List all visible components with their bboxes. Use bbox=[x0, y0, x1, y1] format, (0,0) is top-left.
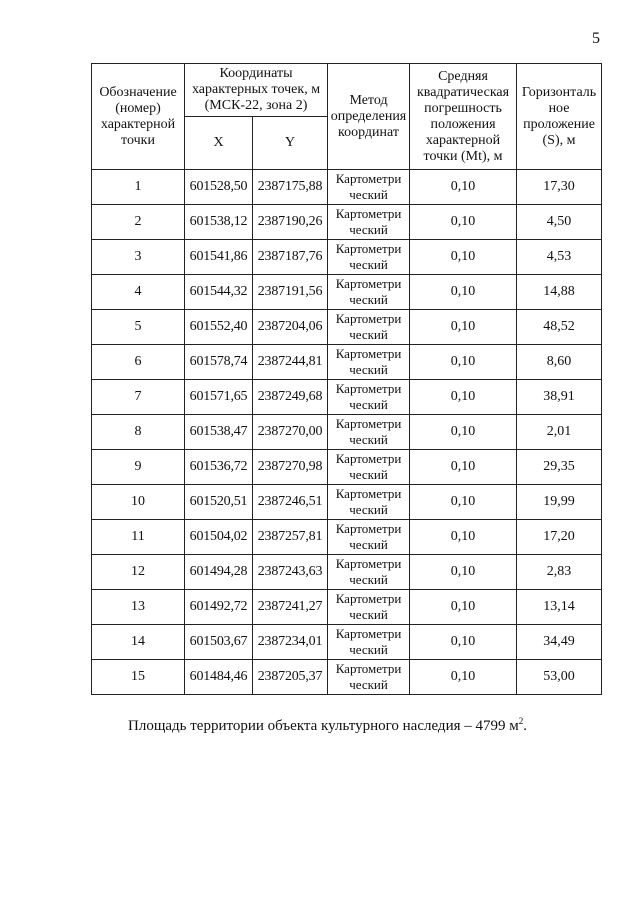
coord-y: 2387249,68 bbox=[253, 380, 328, 415]
s-value: 14,88 bbox=[517, 275, 602, 310]
mt-value: 0,10 bbox=[410, 415, 517, 450]
coord-x: 601552,40 bbox=[185, 310, 253, 345]
header-method: Метод определения координат bbox=[328, 64, 410, 170]
header-point: Обозначение (номер) характерной точки bbox=[92, 64, 185, 170]
table-row bbox=[92, 590, 602, 625]
table-row bbox=[92, 520, 602, 555]
coord-y: 2387244,81 bbox=[253, 345, 328, 380]
coord-x: 601544,32 bbox=[185, 275, 253, 310]
coord-y: 2387234,01 bbox=[253, 625, 328, 660]
method: Картометри ческий bbox=[328, 590, 410, 625]
coord-x: 601494,28 bbox=[185, 555, 253, 590]
point-number: 5 bbox=[92, 310, 185, 345]
point-number: 4 bbox=[92, 275, 185, 310]
method: Картометри ческий bbox=[328, 485, 410, 520]
table-row bbox=[92, 485, 602, 520]
table-row bbox=[92, 415, 602, 450]
header-y: Y bbox=[253, 117, 328, 170]
method: Картометри ческий bbox=[328, 660, 410, 695]
point-number: 8 bbox=[92, 415, 185, 450]
s-value: 2,01 bbox=[517, 415, 602, 450]
coord-x: 601520,51 bbox=[185, 485, 253, 520]
header-s: Горизонталь ное проложение (S), м bbox=[517, 64, 602, 170]
table-row bbox=[92, 345, 602, 380]
mt-value: 0,10 bbox=[410, 205, 517, 240]
table-row bbox=[92, 450, 602, 485]
s-value: 4,53 bbox=[517, 240, 602, 275]
table-row bbox=[92, 240, 602, 275]
s-value: 2,83 bbox=[517, 555, 602, 590]
mt-value: 0,10 bbox=[410, 520, 517, 555]
s-value: 8,60 bbox=[517, 345, 602, 380]
s-value: 48,52 bbox=[517, 310, 602, 345]
coord-y: 2387246,51 bbox=[253, 485, 328, 520]
point-number: 15 bbox=[92, 660, 185, 695]
method: Картометри ческий bbox=[328, 275, 410, 310]
coord-x: 601528,50 bbox=[185, 170, 253, 205]
coord-y: 2387204,06 bbox=[253, 310, 328, 345]
point-number: 1 bbox=[92, 170, 185, 205]
mt-value: 0,10 bbox=[410, 590, 517, 625]
header-coordinates: Координаты характерных точек, м (МСК-22, зона 2) bbox=[185, 64, 328, 117]
s-value: 17,20 bbox=[517, 520, 602, 555]
coord-y: 2387243,63 bbox=[253, 555, 328, 590]
mt-value: 0,10 bbox=[410, 275, 517, 310]
method: Картометри ческий bbox=[328, 520, 410, 555]
s-value: 13,14 bbox=[517, 590, 602, 625]
coord-y: 2387175,88 bbox=[253, 170, 328, 205]
mt-value: 0,10 bbox=[410, 555, 517, 590]
coord-y: 2387270,98 bbox=[253, 450, 328, 485]
mt-value: 0,10 bbox=[410, 625, 517, 660]
coord-y: 2387191,56 bbox=[253, 275, 328, 310]
header-mt: Средняя квадратическая погрешность положения характерной точки (Mt), м bbox=[410, 64, 517, 170]
area-unit-superscript: 2 bbox=[518, 716, 524, 726]
point-number: 3 bbox=[92, 240, 185, 275]
method: Картометри ческий bbox=[328, 170, 410, 205]
method: Картометри ческий bbox=[328, 345, 410, 380]
point-number: 11 bbox=[92, 520, 185, 555]
method: Картометри ческий bbox=[328, 380, 410, 415]
coord-x: 601538,47 bbox=[185, 415, 253, 450]
mt-value: 0,10 bbox=[410, 345, 517, 380]
area-note-end: . bbox=[523, 718, 527, 734]
method: Картометри ческий bbox=[328, 415, 410, 450]
mt-value: 0,10 bbox=[410, 660, 517, 695]
coord-y: 2387257,81 bbox=[253, 520, 328, 555]
coord-y: 2387187,76 bbox=[253, 240, 328, 275]
mt-value: 0,10 bbox=[410, 310, 517, 345]
area-note bbox=[128, 716, 527, 735]
coord-x: 601538,12 bbox=[185, 205, 253, 240]
mt-value: 0,10 bbox=[410, 380, 517, 415]
s-value: 38,91 bbox=[517, 380, 602, 415]
coord-y: 2387241,27 bbox=[253, 590, 328, 625]
coord-x: 601536,72 bbox=[185, 450, 253, 485]
method: Картометри ческий bbox=[328, 240, 410, 275]
coord-y: 2387190,26 bbox=[253, 205, 328, 240]
s-value: 4,50 bbox=[517, 205, 602, 240]
s-value: 53,00 bbox=[517, 660, 602, 695]
table-row bbox=[92, 310, 602, 345]
table-row bbox=[92, 625, 602, 660]
coord-x: 601541,86 bbox=[185, 240, 253, 275]
point-number: 13 bbox=[92, 590, 185, 625]
table-row bbox=[92, 555, 602, 590]
table-row bbox=[92, 170, 602, 205]
header-x: X bbox=[185, 117, 253, 170]
point-number: 2 bbox=[92, 205, 185, 240]
s-value: 29,35 bbox=[517, 450, 602, 485]
table-row bbox=[92, 380, 602, 415]
coordinates-table bbox=[91, 63, 602, 695]
method: Картометри ческий bbox=[328, 625, 410, 660]
mt-value: 0,10 bbox=[410, 170, 517, 205]
coord-x: 601503,67 bbox=[185, 625, 253, 660]
s-value: 34,49 bbox=[517, 625, 602, 660]
coord-x: 601504,02 bbox=[185, 520, 253, 555]
method: Картометри ческий bbox=[328, 205, 410, 240]
table-row bbox=[92, 205, 602, 240]
page-number: 5 bbox=[592, 30, 600, 47]
area-note-text: Площадь территории объекта культурного наследия – 4799 м bbox=[128, 718, 519, 734]
mt-value: 0,10 bbox=[410, 485, 517, 520]
mt-value: 0,10 bbox=[410, 240, 517, 275]
coord-x: 601578,74 bbox=[185, 345, 253, 380]
point-number: 7 bbox=[92, 380, 185, 415]
coord-y: 2387205,37 bbox=[253, 660, 328, 695]
s-value: 19,99 bbox=[517, 485, 602, 520]
coord-y: 2387270,00 bbox=[253, 415, 328, 450]
point-number: 10 bbox=[92, 485, 185, 520]
method: Картометри ческий bbox=[328, 450, 410, 485]
method: Картометри ческий bbox=[328, 310, 410, 345]
point-number: 14 bbox=[92, 625, 185, 660]
table-body bbox=[92, 170, 602, 695]
method: Картометри ческий bbox=[328, 555, 410, 590]
point-number: 9 bbox=[92, 450, 185, 485]
table-row bbox=[92, 660, 602, 695]
coord-x: 601492,72 bbox=[185, 590, 253, 625]
point-number: 6 bbox=[92, 345, 185, 380]
mt-value: 0,10 bbox=[410, 450, 517, 485]
coord-x: 601484,46 bbox=[185, 660, 253, 695]
coord-x: 601571,65 bbox=[185, 380, 253, 415]
point-number: 12 bbox=[92, 555, 185, 590]
s-value: 17,30 bbox=[517, 170, 602, 205]
table-row bbox=[92, 275, 602, 310]
